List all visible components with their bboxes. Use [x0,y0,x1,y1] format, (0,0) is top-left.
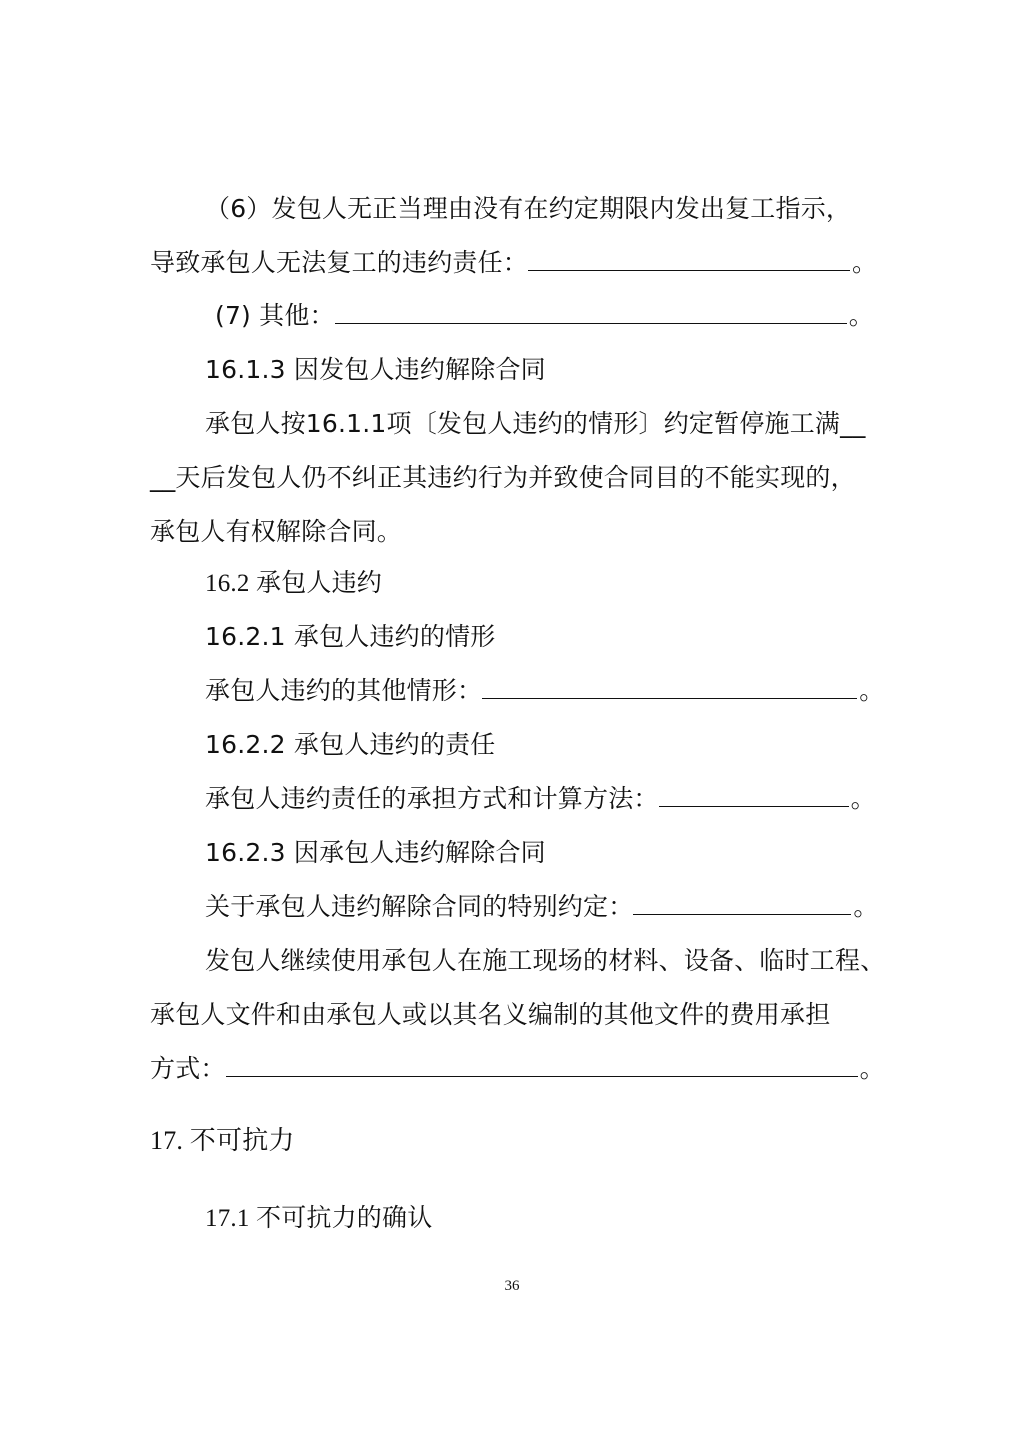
section-16-1-3-para-line1: 承包人按16.1.1项〔发包人违约的情形〕约定暂停施工满__ [205,409,866,438]
s16-2-2-fill-blank[interactable] [659,782,849,807]
item7-line [215,299,874,333]
section-17-heading: 17. 不可抗力 [150,1126,295,1155]
section-17-1-heading: 17.1 不可抗力的确认 [205,1205,433,1232]
s16-2-2-period: 。 [850,784,876,813]
item6-fill-blank[interactable] [528,246,850,271]
item6-period: 。 [852,248,878,277]
section-16-2-2-heading: 16.2.2 承包人违约的责任 [205,730,496,759]
section-16-2-1-line [205,674,884,708]
s16-2-3-para-period: 。 [859,1054,885,1083]
section-16-2-3-para-line3 [150,1052,885,1086]
s16-2-3-para-fill-blank[interactable] [226,1052,858,1077]
section-16-1-3-heading: 16.1.3 因发包人违约解除合同 [205,355,546,384]
item7-fill-blank[interactable] [335,299,847,324]
section-16-2-3-heading: 16.2.3 因承包人违约解除合同 [205,838,546,867]
s16-2-3-fill-blank[interactable] [633,890,851,915]
section-16-2-3-line [205,890,879,924]
item6-text-2: 导致承包人无法复工的违约责任： [150,248,529,277]
s16-2-1-label: 承包人违约的其他情形： [205,676,483,705]
section-16-2-3-para-line2: 承包人文件和由承包人或以其名义编制的其他文件的费用承担 [150,1000,831,1029]
s16-2-3-label: 关于承包人违约解除合同的特别约定： [205,892,634,921]
section-16-2-1-heading: 16.2.1 承包人违约的情形 [205,622,496,651]
s16-2-3-para-label: 方式： [150,1054,226,1083]
s16-2-3-period: 。 [853,892,879,921]
section-16-2-2-line [205,782,876,816]
page-number: 36 [504,1278,520,1294]
section-16-1-3-para-line3: 承包人有权解除合同。 [150,517,403,546]
s16-2-1-fill-blank[interactable] [482,674,857,699]
s16-2-1-period: 。 [859,676,885,705]
section-16-2-3-para-line1: 发包人继续使用承包人在施工现场的材料、设备、临时工程、 [205,946,886,975]
section-16-1-3-para-line2: __天后发包人仍不纠正其违约行为并致使合同目的不能实现的， [150,463,856,492]
item6-line2 [150,246,877,280]
item6-line1 [205,192,851,226]
s16-2-2-label: 承包人违约责任的承担方式和计算方法： [205,784,659,813]
item7-period: 。 [848,301,874,330]
section-16-2-heading: 16.2 承包人违约 [205,570,383,597]
item7-label: (7) 其他： [215,301,335,330]
item6-text-1: （6）发包人无正当理由没有在约定期限内发出复工指示， [205,194,852,223]
